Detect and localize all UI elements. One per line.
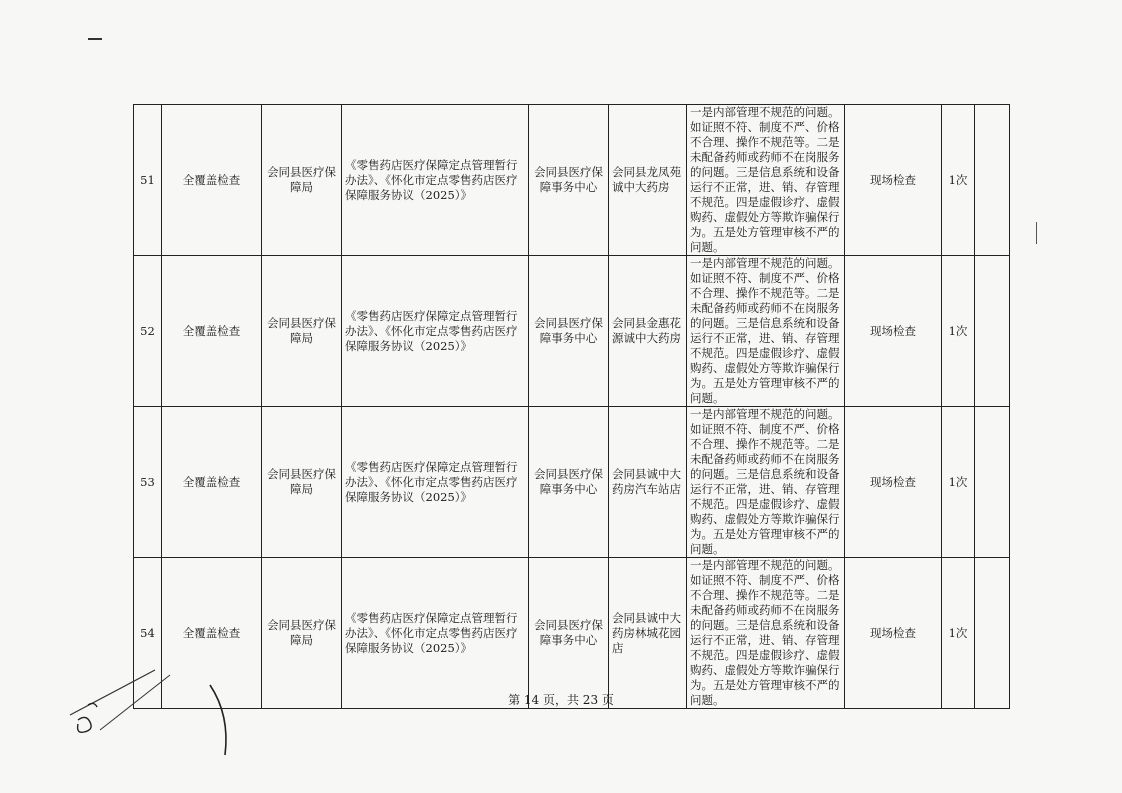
organizing-agency: 会同县医疗保障局	[262, 256, 342, 407]
legal-basis: 《零售药店医疗保障定点管理暂行办法》、《怀化市定点零售药店医疗保障服务协议（2025）》	[342, 558, 529, 709]
inspection-type: 全覆盖检查	[162, 105, 262, 256]
inspection-method: 现场检查	[845, 407, 942, 558]
executing-agency: 会同县医疗保障事务中心	[529, 407, 609, 558]
executing-agency: 会同县医疗保障事务中心	[529, 105, 609, 256]
handwritten-mark-icon	[60, 660, 240, 770]
row-number: 53	[134, 407, 162, 558]
remarks-cell	[975, 256, 1010, 407]
inspection-type: 全覆盖检查	[162, 256, 262, 407]
inspection-times: 1次	[942, 105, 975, 256]
inspected-pharmacy: 会同县龙凤苑诚中大药房	[609, 105, 687, 256]
inspection-items: 一是内部管理不规范的问题。如证照不符、制度不严、价格不合理、操作不规范等。二是未配备药师或药师不在岗服务的问题。三是信息系统和设备运行不正常，进、销、存管理不规范。四是虚假诊疗、虚假购药、虚假处方等欺诈骗保行为。五是处方管理审核不严的问题。	[687, 407, 845, 558]
inspection-table	[133, 104, 1010, 709]
page-number: 第 14 页，共 23 页	[508, 693, 614, 707]
inspected-pharmacy: 会同县诚中大药房林城花园店	[609, 558, 687, 709]
organizing-agency: 会同县医疗保障局	[262, 407, 342, 558]
table-row	[134, 407, 1010, 558]
remarks-cell	[975, 558, 1010, 709]
scan-mark	[88, 38, 102, 40]
inspected-pharmacy: 会同县诚中大药房汽车站店	[609, 407, 687, 558]
inspection-method: 现场检查	[845, 256, 942, 407]
table-row	[134, 558, 1010, 709]
inspection-method: 现场检查	[845, 105, 942, 256]
inspection-times: 1次	[942, 407, 975, 558]
table-row	[134, 256, 1010, 407]
legal-basis: 《零售药店医疗保障定点管理暂行办法》、《怀化市定点零售药店医疗保障服务协议（2025）》	[342, 256, 529, 407]
executing-agency: 会同县医疗保障事务中心	[529, 256, 609, 407]
inspection-items: 一是内部管理不规范的问题。如证照不符、制度不严、价格不合理、操作不规范等。二是未配备药师或药师不在岗服务的问题。三是信息系统和设备运行不正常，进、销、存管理不规范。四是虚假诊疗、虚假购药、虚假处方等欺诈骗保行为。五是处方管理审核不严的问题。	[687, 105, 845, 256]
inspection-method: 现场检查	[845, 558, 942, 709]
legal-basis: 《零售药店医疗保障定点管理暂行办法》、《怀化市定点零售药店医疗保障服务协议（2025）》	[342, 407, 529, 558]
remarks-cell	[975, 105, 1010, 256]
row-number: 51	[134, 105, 162, 256]
organizing-agency: 会同县医疗保障局	[262, 558, 342, 709]
inspection-type: 全覆盖检查	[162, 558, 262, 709]
inspection-type: 全覆盖检查	[162, 407, 262, 558]
executing-agency: 会同县医疗保障事务中心	[529, 558, 609, 709]
scan-mark	[1036, 222, 1037, 244]
inspected-pharmacy: 会同县金惠花源诚中大药房	[609, 256, 687, 407]
inspection-times: 1次	[942, 558, 975, 709]
organizing-agency: 会同县医疗保障局	[262, 105, 342, 256]
inspection-items: 一是内部管理不规范的问题。如证照不符、制度不严、价格不合理、操作不规范等。二是未配备药师或药师不在岗服务的问题。三是信息系统和设备运行不正常，进、销、存管理不规范。四是虚假诊疗、虚假购药、虚假处方等欺诈骗保行为。五是处方管理审核不严的问题。	[687, 558, 845, 709]
inspection-items: 一是内部管理不规范的问题。如证照不符、制度不严、价格不合理、操作不规范等。二是未配备药师或药师不在岗服务的问题。三是信息系统和设备运行不正常，进、销、存管理不规范。四是虚假诊疗、虚假购药、虚假处方等欺诈骗保行为。五是处方管理审核不严的问题。	[687, 256, 845, 407]
row-number: 54	[134, 558, 162, 709]
table-row	[134, 105, 1010, 256]
legal-basis: 《零售药店医疗保障定点管理暂行办法》、《怀化市定点零售药店医疗保障服务协议（2025）》	[342, 105, 529, 256]
remarks-cell	[975, 407, 1010, 558]
row-number: 52	[134, 256, 162, 407]
inspection-times: 1次	[942, 256, 975, 407]
